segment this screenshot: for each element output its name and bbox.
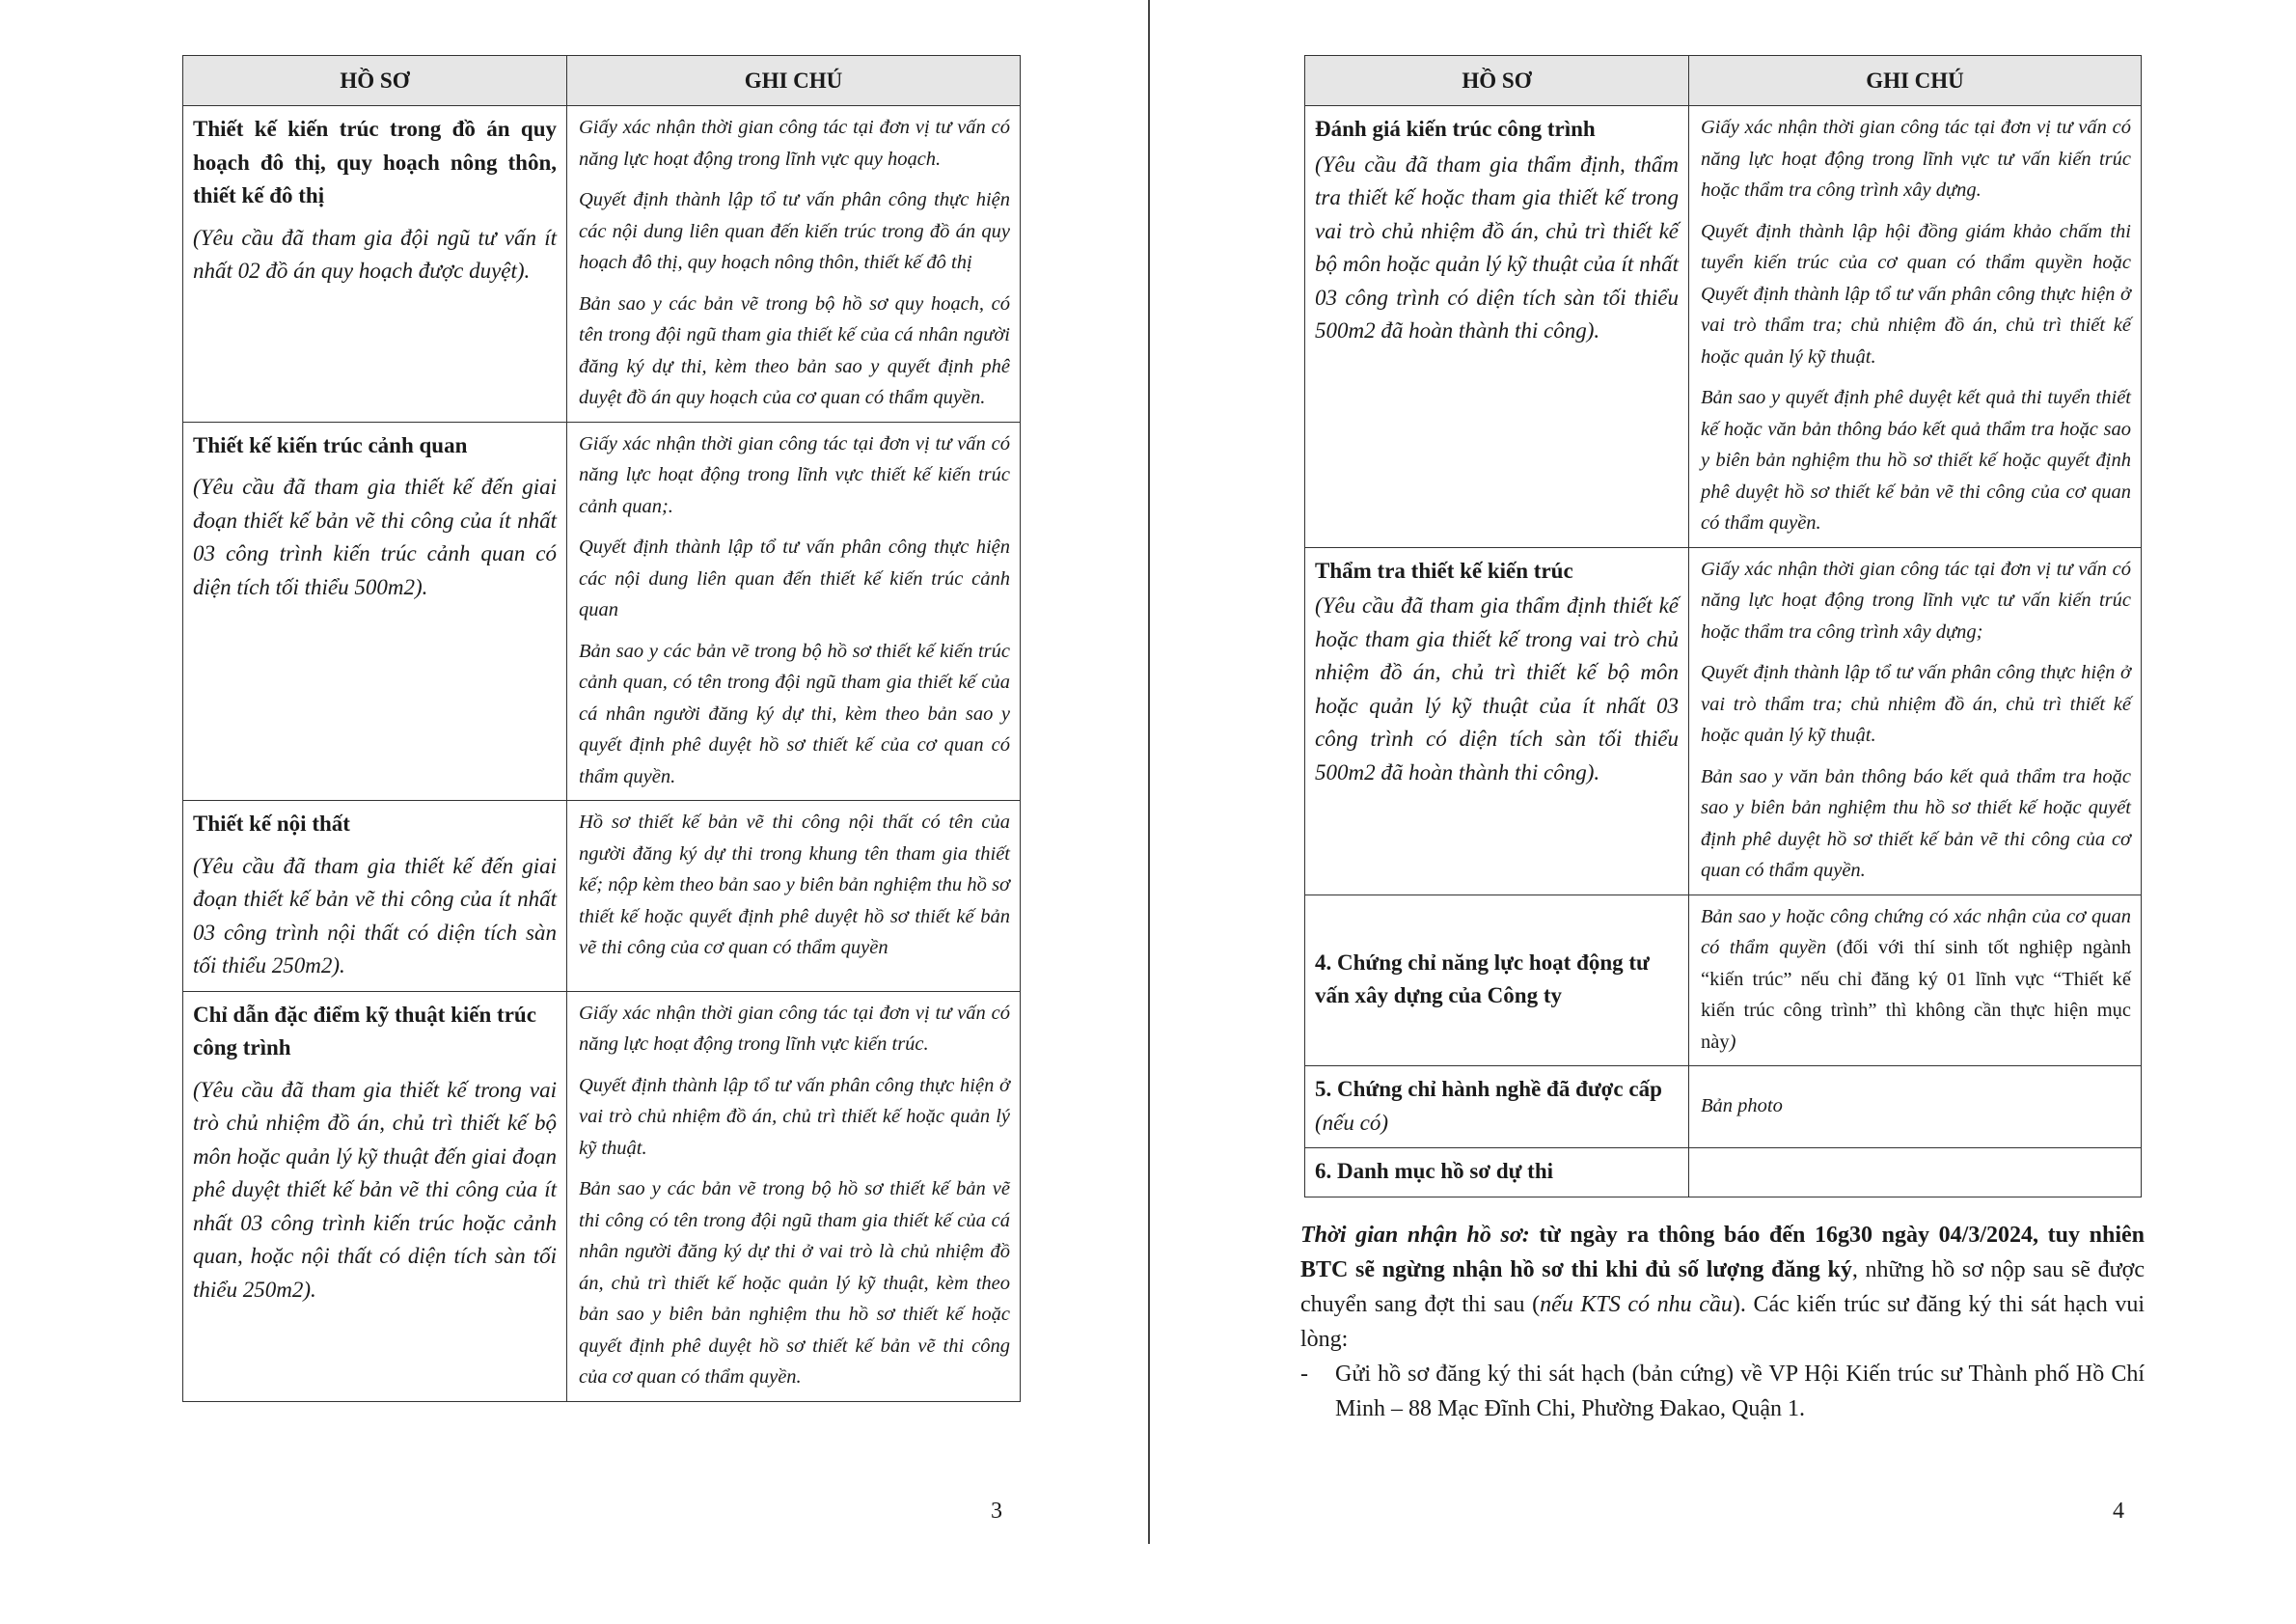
bullet-dash: - — [1300, 1362, 1308, 1387]
row-title: Thiết kế nội thất — [193, 812, 350, 836]
table-row — [183, 991, 1021, 1401]
note-item: Giấy xác nhận thời gian công tác tại đơn vị tư vấn có năng lực hoạt động trong lĩnh vực thiết kế kiến trúc cảnh quan;. — [579, 432, 1010, 517]
record-cell — [183, 106, 567, 423]
row-requirement: (Yêu cầu đã tham gia thiết kế đến giai đoạn thiết kế bản vẽ thi công của ít nhất 03 công trình kiến trúc cảnh quan có diện tích tối thiểu 500m2). — [193, 475, 557, 599]
page-number: 4 — [2113, 1499, 2124, 1524]
note-item: Quyết định thành lập tổ tư vấn phân công thực hiện ở vai trò chủ nhiệm đồ án, chủ trì thiết kế hoặc quản lý kỹ thuật. — [579, 1074, 1010, 1159]
record-cell — [183, 422, 567, 801]
row-title: Chỉ dẫn đặc điểm kỹ thuật kiến trúc công trình — [193, 1002, 536, 1060]
row-title-suffix: (nếu có) — [1315, 1110, 1388, 1135]
notice-italic-text: nếu KTS có nhu cầu — [1540, 1292, 1733, 1317]
bullet-text: Gửi hồ sơ đăng ký thi sát hạch (bản cứng) về VP Hội Kiến trúc sư Thành phố Hồ Chí Minh – 88 Mạc Đĩnh Chi, Phường Đakao, Quận 1. — [1335, 1362, 2145, 1421]
row-title: Thiết kế kiến trúc trong đồ án quy hoạch đô thị, quy hoạch nông thôn, thiết kế đô thị — [193, 117, 557, 207]
row-requirement: (Yêu cầu đã tham gia thẩm định, thẩm tra thiết kế hoặc tham gia thiết kế trong vai trò chủ nhiệm đồ án, chủ trì thiết kế bộ môn hoặc quản lý kỹ thuật của ít nhất 03 công trình có diện tích sàn tối thiểu 500m2 đã hoàn thành thi công). — [1315, 151, 1679, 343]
table-row — [1305, 895, 2142, 1066]
row-title: 6. Danh mục hồ sơ dự thi — [1315, 1159, 1554, 1183]
table-header — [1305, 56, 2142, 106]
header-ho-so: HỒ SƠ — [1305, 56, 1689, 106]
note-item: Bản sao y các bản vẽ trong bộ hồ sơ thiết kế bản vẽ thi công có tên trong đội ngũ tham gia thiết kế của cá nhân người đăng ký dự thi ở vai trò là chủ nhiệm đồ án, chủ trì thiết kế hoặc quản lý kỹ thuật, kèm theo bản sao y biên bản nghiệm thu hồ sơ thiết kế hoặc quyết định phê duyệt hồ sơ thiết kế bản vẽ thi công của cơ quan có thẩm quyền. — [579, 1178, 1010, 1388]
note-cell — [1689, 106, 2142, 548]
table-row — [1305, 1066, 2142, 1148]
note-italic-part: Bản sao y hoặc công chứng có xác nhận của cơ quan có thẩm quyền — [1701, 905, 2131, 958]
note-cell — [1689, 547, 2142, 895]
row-title: Thẩm tra thiết kế kiến trúc — [1315, 558, 1573, 583]
table-row — [1305, 547, 2142, 895]
table-row — [1305, 106, 2142, 548]
notice-label: Thời gian nhận hồ sơ: — [1300, 1223, 1530, 1248]
notice-paragraph — [1300, 1218, 2145, 1357]
table-row — [1305, 1148, 2142, 1197]
record-cell — [1305, 1066, 1689, 1148]
row-requirement: (Yêu cầu đã tham gia thiết kế đến giai đoạn thiết kế bản vẽ thi công của ít nhất 03 công trình nội thất có diện tích sàn tối thiểu 250m2). — [193, 853, 557, 977]
note-item: Giấy xác nhận thời gian công tác tại đơn vị tư vấn có năng lực hoạt động trong lĩnh vực tư vấn kiến trúc hoặc thẩm tra công trình xây dựng; — [1701, 558, 2131, 643]
header-ghi-chu: GHI CHÚ — [567, 56, 1021, 106]
note-italic-close: ) — [1729, 1031, 1736, 1053]
note-plain-part: (đối với thí sinh tốt nghiệp ngành “kiến trúc” nếu chỉ đăng ký 01 lĩnh vực “Thiết kế kiến trúc công trình” thì không cần thực hiện mục này — [1701, 937, 2131, 1053]
note-item — [1701, 901, 2131, 1059]
header-ho-so: HỒ SƠ — [183, 56, 567, 106]
note-item: Bản sao y các bản vẽ trong bộ hồ sơ quy hoạch, có tên trong đội ngũ tham gia thiết kế của cá nhân người đăng ký dự thi, kèm theo bản sao y quyết định phê duyệt đồ án quy hoạch của cơ quan có thẩm quyền. — [579, 292, 1010, 408]
note-item: Hồ sơ thiết kế bản vẽ thi công nội thất có tên của người đăng ký dự thi trong khung tên tham gia thiết kế; nộp kèm theo bản sao y biên bản nghiệm thu hồ sơ thiết kế hoặc quyết định phê duyệt hồ sơ thiết kế bản vẽ thi công của cơ quan có thẩm quyền — [579, 812, 1010, 958]
note-item: Bản photo — [1701, 1094, 1783, 1116]
record-cell — [183, 991, 567, 1401]
row-title: 5. Chứng chỉ hành nghề đã được cấp — [1315, 1077, 1662, 1101]
header-ghi-chu: GHI CHÚ — [1689, 56, 2142, 106]
row-title: Đánh giá kiến trúc công trình — [1315, 117, 1596, 141]
note-item: Quyết định thành lập tổ tư vấn phân công thực hiện ở vai trò thẩm tra; chủ nhiệm đồ án, chủ trì thiết kế hoặc quản lý kỹ thuật. — [1701, 662, 2131, 746]
note-cell — [567, 801, 1021, 992]
row-requirement: (Yêu cầu đã tham gia thiết kế trong vai trò chủ nhiệm đồ án, chủ trì thiết kế bộ môn hoặc quản lý kỹ thuật đến giai đoạn phê duyệt thiết kế bản vẽ thi công của ít nhất 03 công trình kiến trúc hoặc cảnh quan, hoặc nội thất có diện tích sàn tối thiểu 250m2). — [193, 1077, 557, 1302]
note-item: Bản sao y văn bản thông báo kết quả thẩm tra hoặc sao y biên bản nghiệm thu hồ sơ thiết kế hoặc quyết định phê duyệt hồ sơ thiết kế bản vẽ thi công của cơ quan có thẩm quyền. — [1701, 765, 2131, 881]
note-item: Giấy xác nhận thời gian công tác tại đơn vị tư vấn có năng lực hoạt động trong lĩnh vực tư vấn kiến trúc hoặc thẩm tra công trình xây dựng. — [1701, 117, 2131, 201]
row-title-wrap — [1315, 1073, 1679, 1140]
table-row — [183, 422, 1021, 801]
record-cell — [1305, 1148, 1689, 1197]
note-item: Quyết định thành lập tổ tư vấn phân công thực hiện các nội dung liên quan đến kiến trúc trong đồ án quy hoạch đô thị, quy hoạch nông thôn, thiết kế đô thị — [579, 189, 1010, 273]
note-cell — [567, 991, 1021, 1401]
page-number: 3 — [991, 1499, 1002, 1524]
note-item: Bản sao y quyết định phê duyệt kết quả thi tuyển thiết kế hoặc văn bản thông báo kết quả thẩm tra hoặc sao y biên bản nghiệm thu hồ sơ thiết kế hoặc quyết định phê duyệt hồ sơ thiết kế bản vẽ thi công của cơ quan có thẩm quyền. — [1701, 387, 2131, 534]
submission-notice — [1300, 1218, 2145, 1426]
notice-bullet — [1300, 1357, 2145, 1426]
note-cell — [567, 106, 1021, 423]
note-cell — [1689, 1066, 2142, 1148]
note-item: Bản sao y các bản vẽ trong bộ hồ sơ thiết kế kiến trúc cảnh quan, có tên trong đội ngũ tham gia thiết kế của cá nhân người đăng ký dự thi, kèm theo bản sao y quyết định phê duyệt hồ sơ thiết kế của cơ quan có thẩm quyền. — [579, 640, 1010, 787]
requirements-table — [182, 55, 1021, 1402]
note-cell — [1689, 1148, 2142, 1197]
record-cell — [1305, 547, 1689, 895]
record-cell — [183, 801, 567, 992]
note-item: Giấy xác nhận thời gian công tác tại đơn vị tư vấn có năng lực hoạt động trong lĩnh vực quy hoạch. — [579, 117, 1010, 170]
table-header — [183, 56, 1021, 106]
row-title: 4. Chứng chỉ năng lực hoạt động tư vấn xây dựng của Công ty — [1315, 950, 1650, 1008]
requirements-table — [1304, 55, 2142, 1197]
row-requirement: (Yêu cầu đã tham gia thẩm định thiết kế hoặc tham gia thiết kế trong vai trò chủ nhiệm đồ án, chủ trì thiết kế bộ môn hoặc quản lý kỹ thuật của ít nhất 03 công trình có diện tích sàn tối thiểu 500m2 đã hoàn thành thi công). — [1315, 593, 1679, 784]
row-requirement: (Yêu cầu đã tham gia đội ngũ tư vấn ít nhất 02 đồ án quy hoạch được duyệt). — [193, 225, 557, 283]
table-row — [183, 106, 1021, 423]
note-item: Quyết định thành lập hội đồng giám khảo chấm thi tuyển kiến trúc của cơ quan có thẩm quyền hoặc Quyết định thành lập tổ tư vấn phân công thực hiện ở vai trò thẩm tra; chủ nhiệm đồ án, chủ trì thiết kế hoặc quản lý kỹ thuật. — [1701, 220, 2131, 368]
note-item: Giấy xác nhận thời gian công tác tại đơn vị tư vấn có năng lực hoạt động trong lĩnh vực kiến trúc. — [579, 1002, 1010, 1055]
table-row — [183, 801, 1021, 992]
row-title: Thiết kế kiến trúc cảnh quan — [193, 432, 468, 457]
note-item: Quyết định thành lập tổ tư vấn phân công thực hiện các nội dung liên quan đến thiết kế kiến trúc cảnh quan — [579, 537, 1010, 620]
notice-text-2: ). Các kiến trúc sư đăng ký thi sát hạch vui lòng: — [1300, 1292, 2146, 1352]
page-4 — [1150, 0, 2296, 1624]
note-cell — [567, 422, 1021, 801]
record-cell — [1305, 106, 1689, 548]
notice-text-1: , những hồ sơ nộp sau sẽ được chuyển sang đợt thi sau ( — [1300, 1257, 2145, 1317]
record-cell — [1305, 895, 1689, 1066]
notice-bold-text: từ ngày ra thông báo đến 16g30 ngày 04/3/2024, tuy nhiên BTC sẽ ngừng nhận hồ sơ thi khi đủ số lượng đăng ký — [1300, 1223, 2145, 1282]
note-cell — [1689, 895, 2142, 1066]
